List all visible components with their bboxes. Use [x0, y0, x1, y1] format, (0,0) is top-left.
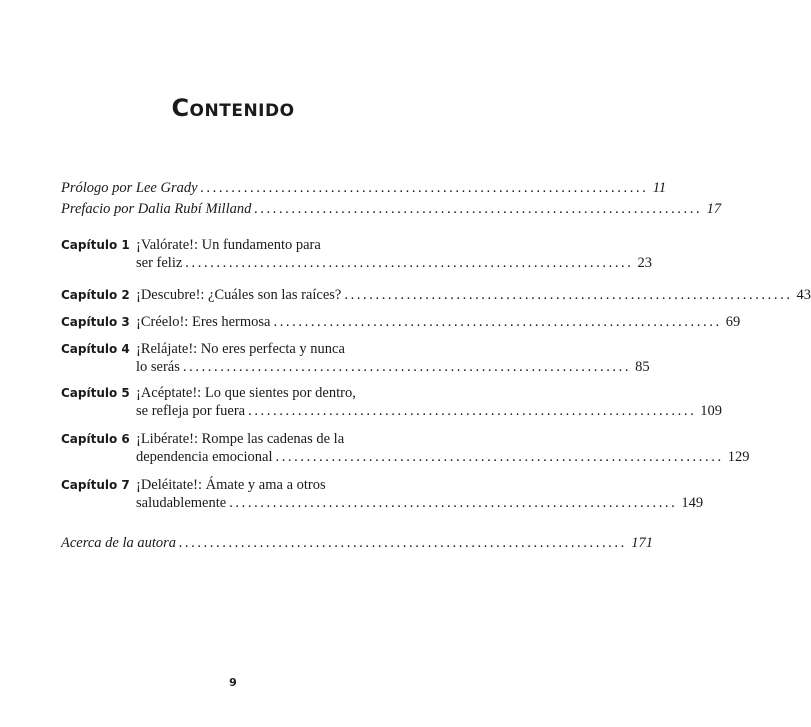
toc-entry-label: Acerca de la autora	[61, 535, 177, 551]
chapter-title-line1: ¡Relájate!: No eres perfecta y nunca	[136, 341, 345, 357]
toc-entry-page: 171	[631, 535, 653, 551]
leader-dots: ........................................................................	[248, 403, 697, 419]
leader-dots: ........................................................................	[344, 287, 793, 303]
chapter-title-line1: ¡Valórate!: Un fundamento para	[136, 237, 321, 253]
chapter-page: 109	[700, 403, 723, 419]
page-title: Contenido	[171, 94, 295, 122]
chapter-title: ¡Descubre!: ¿Cuáles son las raíces?	[136, 287, 342, 303]
chapter-title-line2: dependencia emocional	[136, 449, 273, 465]
chapter-title-line1: ¡Libérate!: Rompe las cadenas de la	[136, 431, 345, 447]
toc-entry-label: Prólogo por Lee Grady	[61, 180, 198, 196]
chapter-title-line2: se refleja por fuera	[136, 403, 246, 419]
chapter-title-line2: ser feliz	[136, 255, 183, 271]
leader-dots: ........................................................................	[273, 314, 722, 330]
chapter-number: Capítulo 3	[61, 315, 130, 329]
leader-dots: ........................................................................	[254, 201, 703, 217]
chapter-number: Capítulo 7	[61, 478, 130, 492]
toc-entry-label: Prefacio por Dalia Rubí Milland	[61, 201, 252, 217]
toc-entry-page: 11	[652, 180, 667, 196]
toc-entry-page: 17	[706, 201, 722, 217]
chapter-title-line1: ¡Deléitate!: Ámate y ama a otros	[136, 477, 326, 493]
chapter-title: ¡Créelo!: Eres hermosa	[136, 314, 271, 330]
chapter-title-line1: ¡Acéptate!: Lo que sientes por dentro,	[136, 385, 356, 401]
toc-entry-acerca	[61, 535, 653, 552]
chapter-page: 149	[681, 495, 704, 511]
chapter-page: 85	[635, 359, 650, 375]
leader-dots: ........................................................................	[275, 449, 724, 465]
chapter-page: 129	[727, 449, 750, 465]
chapter-number: Capítulo 1	[61, 238, 130, 252]
chapter-title-line2: lo serás	[136, 359, 180, 375]
leader-dots: ........................................................................	[179, 535, 628, 551]
leader-dots: ........................................................................	[182, 359, 632, 375]
chapter-title-line2: saludablemente	[136, 495, 227, 511]
chapter-page: 23	[637, 255, 652, 271]
leader-dots: ........................................................................	[200, 180, 649, 196]
chapter-number: Capítulo 6	[61, 432, 130, 446]
chapter-page: 43	[796, 287, 811, 303]
chapter-number: Capítulo 5	[61, 386, 130, 400]
chapter-number: Capítulo 2	[61, 288, 130, 302]
leader-dots: ........................................................................	[185, 255, 634, 271]
toc-entry-prefacio	[61, 201, 722, 218]
chapter-page: 69	[725, 314, 741, 330]
chapter-number: Capítulo 4	[61, 342, 130, 356]
page-number: 9	[229, 676, 237, 689]
leader-dots: ........................................................................	[229, 495, 678, 511]
toc-entry-prologo	[61, 180, 667, 197]
